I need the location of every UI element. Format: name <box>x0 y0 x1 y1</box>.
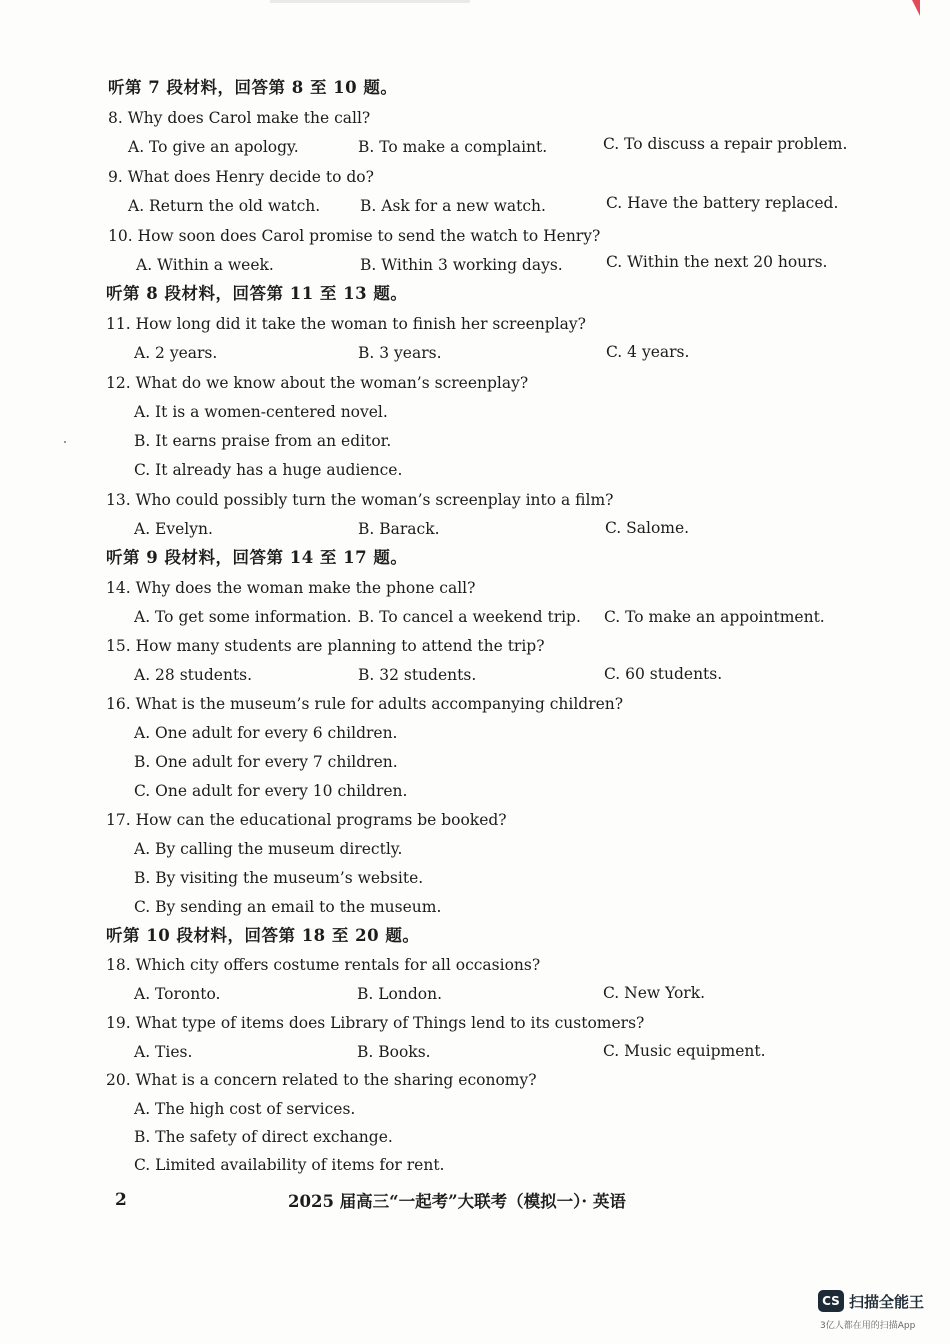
question-12-option-c: C. It already has a huge audience. <box>134 461 403 479</box>
question-10-stem: 10. How soon does Carol promise to send the watch to Henry? <box>108 227 601 245</box>
question-19-option-c: C. Music equipment. <box>603 1042 766 1060</box>
section-heading-9: 听第 9 段材料，回答第 14 至 17 题。 <box>106 548 408 567</box>
question-17-option-a: A. By calling the museum directly. <box>134 840 403 858</box>
question-15-option-c: C. 60 students. <box>604 665 723 683</box>
question-14-option-c: C. To make an appointment. <box>604 608 825 626</box>
question-16-option-a: A. One adult for every 6 children. <box>134 724 398 742</box>
question-14-stem: 14. Why does the woman make the phone call? <box>106 579 476 597</box>
question-18-option-c: C. New York. <box>603 984 706 1002</box>
question-8-stem: 8. Why does Carol make the call? <box>108 109 371 127</box>
question-17-stem: 17. How can the educational programs be booked? <box>106 811 507 829</box>
question-11-option-b: B. 3 years. <box>358 344 442 362</box>
question-10-option-a: A. Within a week. <box>136 256 274 274</box>
question-18-option-a: A. Toronto. <box>134 985 221 1003</box>
question-11-option-a: A. 2 years. <box>134 344 218 362</box>
question-13-option-c: C. Salome. <box>605 519 690 537</box>
page-number: 2 <box>115 1190 127 1210</box>
question-13-stem: 13. Who could possibly turn the woman’s screenplay into a film? <box>106 491 614 509</box>
scanner-app-name: 扫描全能王 <box>849 1292 925 1311</box>
exam-title-footer: 2025 届高三“一起考”大联考（模拟一）· 英语 <box>288 1192 626 1211</box>
question-11-stem: 11. How long did it take the woman to finish her screenplay? <box>106 315 586 333</box>
question-12-option-a: A. It is a women-centered novel. <box>134 403 388 421</box>
question-10-option-b: B. Within 3 working days. <box>360 256 563 274</box>
question-8-option-a: A. To give an apology. <box>128 138 299 156</box>
question-17-option-b: B. By visiting the museum’s website. <box>134 869 424 887</box>
question-14-option-b: B. To cancel a weekend trip. <box>358 608 581 626</box>
question-20-option-b: B. The safety of direct exchange. <box>134 1128 393 1146</box>
question-15-option-a: A. 28 students. <box>134 666 253 684</box>
question-20-option-c: C. Limited availability of items for rent. <box>134 1156 445 1174</box>
question-16-option-b: B. One adult for every 7 children. <box>134 753 398 771</box>
question-15-option-b: B. 32 students. <box>358 666 477 684</box>
question-14-option-a: A. To get some information. <box>134 608 352 626</box>
question-12-option-b: B. It earns praise from an editor. <box>134 432 392 450</box>
question-9-stem: 9. What does Henry decide to do? <box>108 168 374 186</box>
section-heading-8: 听第 8 段材料，回答第 11 至 13 题。 <box>106 284 408 303</box>
question-20-option-a: A. The high cost of services. <box>134 1100 356 1118</box>
question-9-option-a: A. Return the old watch. <box>128 197 321 215</box>
question-16-stem: 16. What is the museum’s rule for adults accompanying children? <box>106 695 624 713</box>
question-17-option-c: C. By sending an email to the museum. <box>134 898 442 916</box>
corner-mark <box>912 0 920 16</box>
question-19-stem: 19. What type of items does Library of Things lend to its customers? <box>106 1014 645 1032</box>
question-13-option-b: B. Barack. <box>358 520 440 538</box>
question-18-stem: 18. Which city offers costume rentals for all occasions? <box>106 956 541 974</box>
question-18-option-b: B. London. <box>357 985 443 1003</box>
question-8-option-c: C. To discuss a repair problem. <box>603 135 848 153</box>
section-heading-7: 听第 7 段材料，回答第 8 至 10 题。 <box>108 78 398 97</box>
scan-smudge <box>270 0 470 3</box>
question-11-option-c: C. 4 years. <box>606 343 690 361</box>
question-12-stem: 12. What do we know about the woman’s screenplay? <box>106 374 529 392</box>
scanner-watermark <box>818 1290 924 1312</box>
question-19-option-a: A. Ties. <box>134 1043 193 1061</box>
question-9-option-b: B. Ask for a new watch. <box>360 197 546 215</box>
scanner-tagline: 3亿人都在用的扫描App <box>820 1321 916 1331</box>
camscanner-logo-icon: CS <box>818 1290 844 1312</box>
section-heading-10: 听第 10 段材料，回答第 18 至 20 题。 <box>106 926 420 945</box>
scan-dot <box>64 441 66 443</box>
question-16-option-c: C. One adult for every 10 children. <box>134 782 408 800</box>
question-10-option-c: C. Within the next 20 hours. <box>606 253 828 271</box>
question-8-option-b: B. To make a complaint. <box>358 138 548 156</box>
question-20-stem: 20. What is a concern related to the sharing economy? <box>106 1071 537 1089</box>
question-19-option-b: B. Books. <box>357 1043 431 1061</box>
question-15-stem: 15. How many students are planning to attend the trip? <box>106 637 545 655</box>
question-9-option-c: C. Have the battery replaced. <box>606 194 839 212</box>
question-13-option-a: A. Evelyn. <box>134 520 213 538</box>
